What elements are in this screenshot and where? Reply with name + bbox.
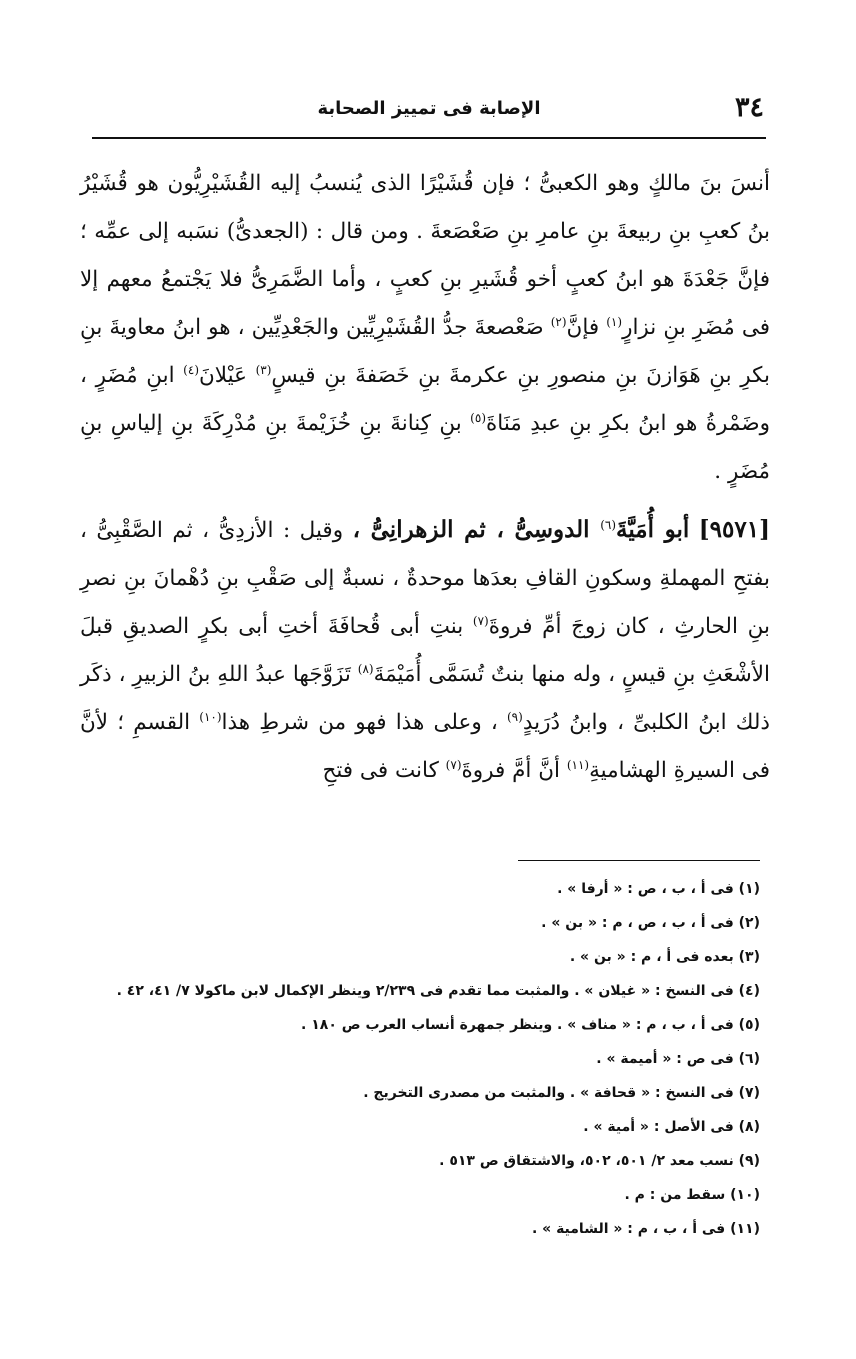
footnote-8: (٨) فى الأصل : « أمية » .: [583, 1119, 760, 1135]
footnote-10: (١٠) سقط من : م .: [624, 1187, 760, 1203]
footnote-ref: (٦): [600, 517, 617, 532]
footnote-ref: (٣): [255, 362, 272, 377]
main-text: [80, 160, 770, 795]
footnote-3: (٣) بعده فى أ ، م : « بن » .: [569, 949, 760, 965]
footnote-ref: (٧): [472, 613, 489, 628]
footnote-separator: [518, 860, 760, 861]
footnote-ref: (٩): [506, 709, 523, 724]
footnote-2: (٢) فى أ ، ب ، ص ، م : « بن » .: [541, 915, 760, 931]
text-segment: كانت فى فتحِ: [322, 758, 446, 783]
footnote-9: (٩) نسب معد ٢/ ٥٠١، ٥٠٢، والاشتقاق ص ٥١٣ .: [439, 1153, 760, 1169]
text-segment: أنسَ بنَ مالكٍ وهو الكعبىُّ ؛ فإن قُشَيْرًا الذى يُنسبُ إليه القُشَيْرِيُّون هو قُشَيْرُ بنُ كعبِ بنِ ربيعةَ بنِ عامرِ بنِ صَعْصَعةَ . ومن قال : (الجعدىُّ) نسَبه إلى عمِّه ؛ فإنَّ جَعْدَةَ هو ابنُ كعبٍ أخو قُشَيرِ بنِ كعبٍ ، وأما الضَّمَرِىُّ فلا يَجْتمعُ معهم إلا فى مُضَرِ بنِ نزارٍ: [80, 171, 771, 340]
footnotes: [80, 872, 760, 1246]
text-segment: ابنِ مُضَرٍ ، وضَمْرةُ هو ابنُ بكرِ بنِ عبدِ مَنَاةَ: [80, 363, 770, 436]
footnote-6: (٦) فى ص : « أميمة » .: [596, 1051, 760, 1067]
footnote-ref: (٥): [470, 410, 486, 425]
entry-number: [٩٥٧١]: [698, 516, 770, 543]
footnote-ref: (٢): [550, 314, 567, 329]
text-segment: فإنَّ: [566, 315, 607, 340]
running-title: الإصابة فى تمييز الصحابة: [317, 98, 541, 119]
text-segment: صَعْصعةَ جدُّ القُشَيْرِيِّين والجَعْدِيِّين ، هو ابنُ معاويةَ بنِ بكرِ بنِ هَوَازنَ بنِ منصورِ بنِ عكرمةَ بنِ خَصَفةَ بنِ قيسٍ: [80, 315, 770, 388]
text-segment: عَيْلانَ: [199, 363, 256, 388]
text-segment: بنِ كِنانةَ بنِ خُزَيْمةَ بنِ مُدْرِكَةَ بنِ إلياسِ بنِ مُضَرٍ .: [80, 411, 770, 484]
footnote-7: (٧) فى النسخ : « قحافة » . والمثبت من مصدرى التخريج .: [363, 1085, 760, 1101]
text-segment: ، وعلى هذا فهو من شرطِ هذا: [221, 710, 507, 735]
footnote-1: (١) فى أ ، ب ، ص : « أرفا » .: [557, 881, 760, 897]
footnote-ref: (٤): [183, 362, 199, 377]
text-segment: القسمِ ؛ لأنَّ فى السيرةِ الهشاميةِ: [80, 710, 770, 783]
entry-name: أبو أُمَيَّةَ: [616, 516, 690, 543]
paragraph-continuation: [80, 160, 770, 496]
page-header: [92, 88, 766, 132]
footnote-ref: (٨): [357, 661, 374, 676]
footnote-5: (٥) فى أ ، ب ، م : « مناف » . وينظر جمهرة أنساب العرب ص ١٨٠ .: [301, 1017, 760, 1033]
header-rule: [92, 137, 766, 139]
footnote-ref: (١٠): [199, 709, 222, 724]
text-segment: أنَّ أمَّ فروةَ: [461, 758, 567, 783]
footnote-ref: (٧): [445, 757, 462, 772]
entry-paragraph: [80, 506, 770, 795]
footnote-11: (١١) فى أ ، ب ، م : « الشامية » .: [531, 1221, 760, 1237]
footnote-ref: (١): [606, 314, 623, 329]
entry-nisba: الدوسِىُّ ، ثم الزهرانِىُّ ،: [352, 516, 601, 543]
text-segment: بنتِ أبى قُحافَةَ أختِ أبى بكرٍ الصديقِ قبلَ الأشْعَثِ بنِ قيسٍ ، وله منها بنتٌ تُسَمَّى أُمَيْمَةَ: [80, 614, 770, 687]
footnote-4: (٤) فى النسخ : « غيلان » . والمثبت مما تقدم فى ٢/٢٣٩ وينظر الإكمال لابن ماكولا ٧/ ٤١، ٤٢ .: [116, 983, 760, 999]
text-segment: وقيل : الأزدِىُّ ، ثم الصَّقْبِىُّ ، بفتحِ المهملةِ وسكونِ القافِ بعدَها موحدةٌ ، نسبةٌ إلى صَقْبِ بنِ دُهْمانَ بنِ نصرِ بنِ الحارثِ ، كان زوجَ أمِّ فروةَ: [80, 518, 770, 639]
page-number: ٣٤: [734, 92, 764, 123]
text-segment: تَزَوَّجَها عبدُ اللهِ بنُ الزبيرِ ، ذكَر ذلك ابنُ الكلبىِّ ، وابنُ دُرَيدٍ: [80, 662, 770, 735]
footnote-ref: (١١): [566, 757, 590, 772]
